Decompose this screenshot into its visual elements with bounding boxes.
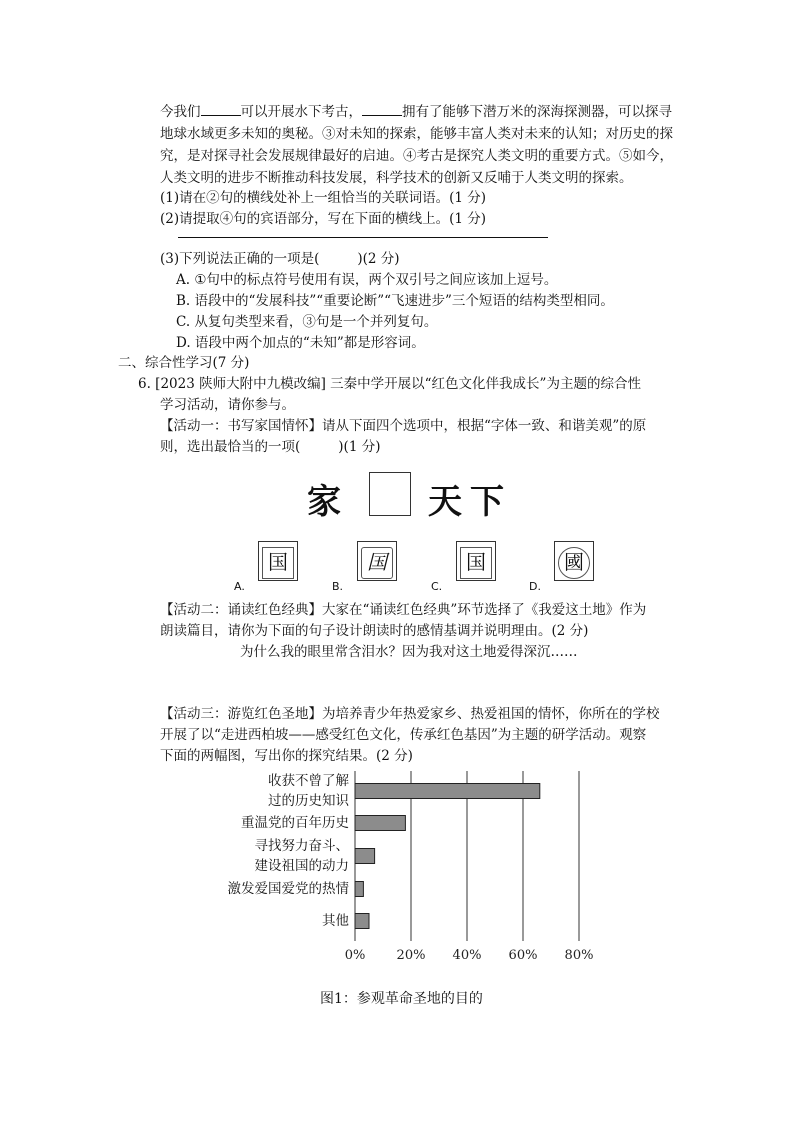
option-c-label: C.: [431, 580, 443, 593]
bar: [355, 816, 405, 831]
activity-3-line-2: 开展了以“走进西柏坡——感受红色文化，传承红色基因”为主题的研学活动。观察: [160, 727, 647, 743]
activity-1-line-1: 【活动一：书写家国情怀】请从下面四个选项中，根据“字体一致、和谐美观”的原: [160, 418, 647, 434]
question-3-score: )(2 分): [357, 251, 400, 267]
glyph-d: 國: [558, 547, 590, 579]
passage-line-2: 地球水域更多未知的奥秘。③对未知的探索，能够丰富人类对未来的认知；对历史的探: [160, 126, 673, 142]
activity-2-line-2: 朗读篇目，请你为下面的句子设计朗读时的感情基调并说明理由。(2 分): [160, 623, 589, 639]
purpose-bar-chart: [200, 765, 620, 1005]
activity-1-text: 则，选出最恰当的一项(: [160, 439, 301, 455]
glyph-b: 国: [361, 547, 393, 579]
option-d[interactable]: D. 语段中两个加点的“未知”都是形容词。: [176, 335, 425, 351]
x-tick-label: 40%: [452, 948, 482, 963]
option-a-glyph[interactable]: [258, 541, 298, 581]
activity-2-line-1: 【活动二：诵读红色经典】大家在“诵读红色经典”环节选择了《我爱这土地》作为: [160, 602, 647, 618]
passage-text: 拥有了能够下潜万米的深海探测器，可以探寻: [402, 104, 672, 120]
option-b[interactable]: B. 语段中的“发展科技”“重要论断”“飞速进步”三个短语的结构类型相同。: [176, 293, 614, 309]
option-b-label: B.: [332, 580, 344, 593]
question-1: (1)请在②句的横线处补上一组恰当的关联词语。(1 分): [160, 190, 487, 206]
bar: [355, 849, 375, 864]
calligraphy-left: 家: [307, 482, 343, 522]
passage-text: 今我们: [160, 104, 201, 120]
category-label: 重温党的百年历史: [241, 815, 349, 831]
glyph-c: 国: [460, 547, 492, 579]
glyph-a: 国: [262, 547, 294, 579]
section-heading: 二、综合性学习(7 分): [118, 355, 250, 371]
category-label: 过的历史知识: [268, 793, 349, 809]
category-label: 收获不曾了解: [268, 773, 349, 789]
activity-2-quote: 为什么我的眼里常含泪水？因为我对这土地爱得深沉……: [240, 644, 578, 660]
activity-1-score: )(1 分): [338, 439, 381, 455]
category-label: 激发爱国爱党的热情: [227, 881, 349, 897]
passage-line-1: [160, 100, 672, 120]
option-c[interactable]: C. 从复句类型来看，③句是一个并列复句。: [176, 314, 438, 330]
calligraphy-right: 天下: [428, 482, 512, 522]
x-tick-label: 0%: [344, 948, 366, 963]
option-a[interactable]: A. ①句中的标点符号使用有误，两个双引号之间应该加上逗号。: [176, 272, 558, 288]
x-tick-label: 80%: [564, 948, 594, 963]
question-3-text: (3)下列说法正确的一项是(: [160, 251, 320, 267]
category-label: 其他: [322, 913, 349, 929]
option-b-glyph[interactable]: [357, 541, 397, 581]
question-6-line-1: 6. [2023 陕师大附中九模改编] 三秦中学开展以“红色文化伴我成长”为主题的综合性: [138, 376, 641, 392]
answer-blank[interactable]: [362, 103, 402, 116]
option-d-glyph[interactable]: [554, 541, 594, 581]
category-label: 寻找努力奋斗、: [254, 838, 349, 854]
option-d-label: D.: [529, 580, 541, 593]
answer-line[interactable]: [178, 237, 548, 238]
question-2: (2)请提取④句的宾语部分，写在下面的横线上。(1 分): [160, 211, 487, 227]
activity-3-line-1: 【活动三：游览红色圣地】为培养青少年热爱家乡、热爱祖国的情怀，你所在的学校: [160, 706, 660, 722]
activity-3-line-3: 下面的两幅图，写出你的探究结果。(2 分): [160, 748, 413, 764]
bar: [355, 784, 540, 799]
option-a-label: A.: [234, 580, 245, 593]
x-tick-label: 60%: [508, 948, 538, 963]
option-c-glyph[interactable]: [456, 541, 496, 581]
passage-text: 可以开展水下考古，: [240, 104, 362, 120]
activity-1-line-2: [160, 435, 380, 455]
answer-blank[interactable]: [201, 103, 241, 116]
calligraphy-blank-box[interactable]: [369, 472, 411, 516]
category-label: 建设祖国的动力: [254, 858, 349, 874]
passage-line-4: 人类文明的进步不断推动科技发展，科学技术的创新又反哺于人类文明的探索。: [160, 170, 633, 186]
x-tick-label: 20%: [396, 948, 426, 963]
passage-line-3: 究，是对探寻社会发展规律最好的启迪。④考古是探究人类文明的重要方式。⑤如今，: [160, 148, 673, 164]
chart-title: 图1：参观革命圣地的目的: [320, 991, 483, 1007]
bar: [355, 882, 363, 897]
bar: [355, 914, 369, 929]
question-3: [160, 247, 400, 267]
question-6-line-2: 学习活动，请你参与。: [160, 397, 295, 413]
